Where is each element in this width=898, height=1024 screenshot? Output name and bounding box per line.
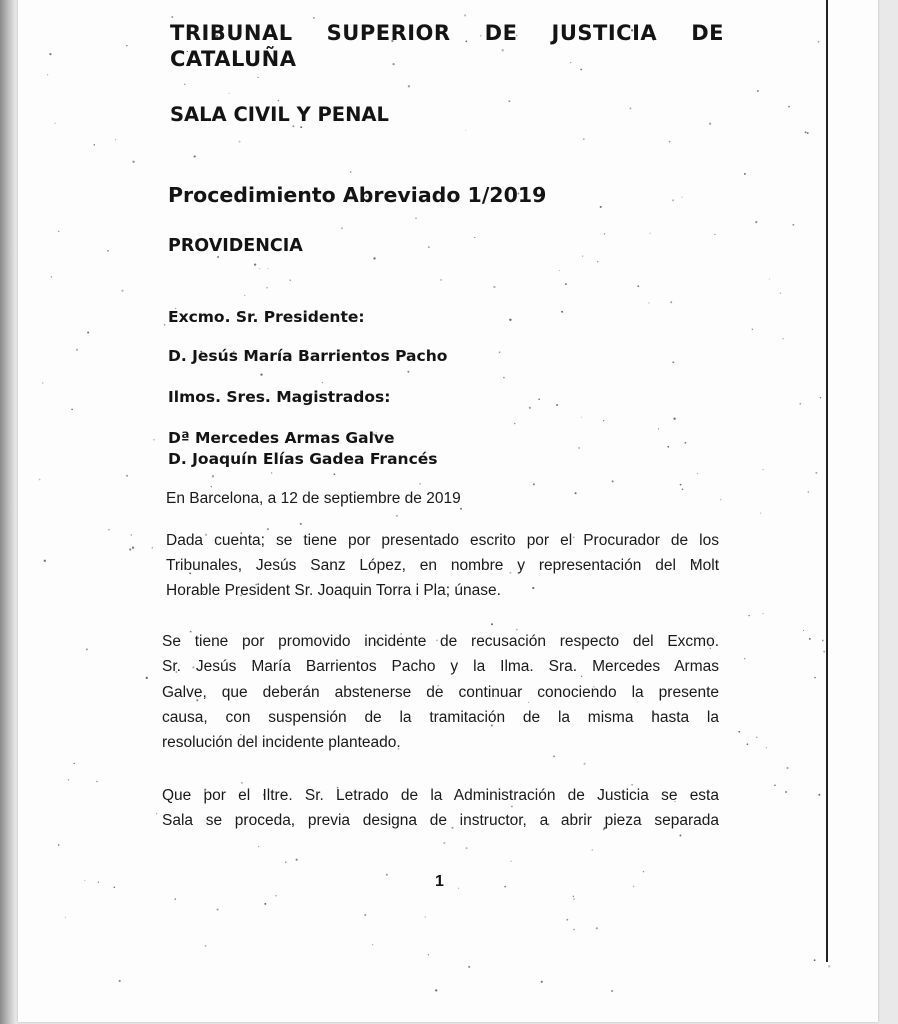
president-title: Excmo. Sr. Presidente: [168, 308, 365, 326]
paragraph-line: Se tiene por promovido incidente de recusación respecto del Excmo. [162, 633, 719, 650]
president-name: D. Jesús María Barrientos Pacho [168, 347, 448, 365]
paragraph-line: Dada cuenta; se tiene por presentado escrito por el Procurador de los [166, 532, 719, 549]
paragraph-line: Sr. Jesús María Barrientos Pacho y la Ilma. Sra. Mercedes Armas [162, 658, 719, 675]
paragraph-line: Que por el Iltre. Sr. Letrado de la Administración de Justicia se esta [162, 787, 719, 804]
document-page [18, 0, 878, 1022]
paragraph-line: Sala se proceda, previa designa de instructor, a abrir pieza separada [162, 812, 719, 829]
document-type: PROVIDENCIA [168, 236, 303, 256]
margin-rule [826, 0, 828, 962]
place-date: En Barcelona, a 12 de septiembre de 2019 [166, 490, 461, 507]
procedure-title: Procedimiento Abreviado 1/2019 [168, 183, 547, 207]
magistrates-title: Ilmos. Sres. Magistrados: [168, 388, 391, 406]
scan-noise [18, 0, 878, 1022]
chamber-name: SALA CIVIL Y PENAL [170, 103, 389, 126]
paragraph-line: Tribunales, Jesús Sanz López, en nombre y representación del Molt [166, 557, 719, 574]
paragraph-line: causa, con suspensión de la tramitación de la misma hasta la [162, 709, 719, 726]
magistrate-name: D. Joaquín Elías Gadea Francés [168, 450, 438, 468]
paragraph-line: resolución del incidente planteado. [162, 734, 401, 751]
page-number: 1 [435, 873, 444, 890]
paragraph-line: Galve, que deberán abstenerse de continuar conociendo la presente [162, 684, 719, 701]
magistrate-name: Dª Mercedes Armas Galve [168, 429, 395, 447]
court-name-line-1: TRIBUNAL SUPERIOR DE JUSTICIA DE [170, 21, 724, 45]
court-name-line-2: CATALUÑA [170, 47, 297, 71]
paragraph-line: Horable President Sr. Joaquin Torra i Pla; únase. [166, 582, 501, 599]
